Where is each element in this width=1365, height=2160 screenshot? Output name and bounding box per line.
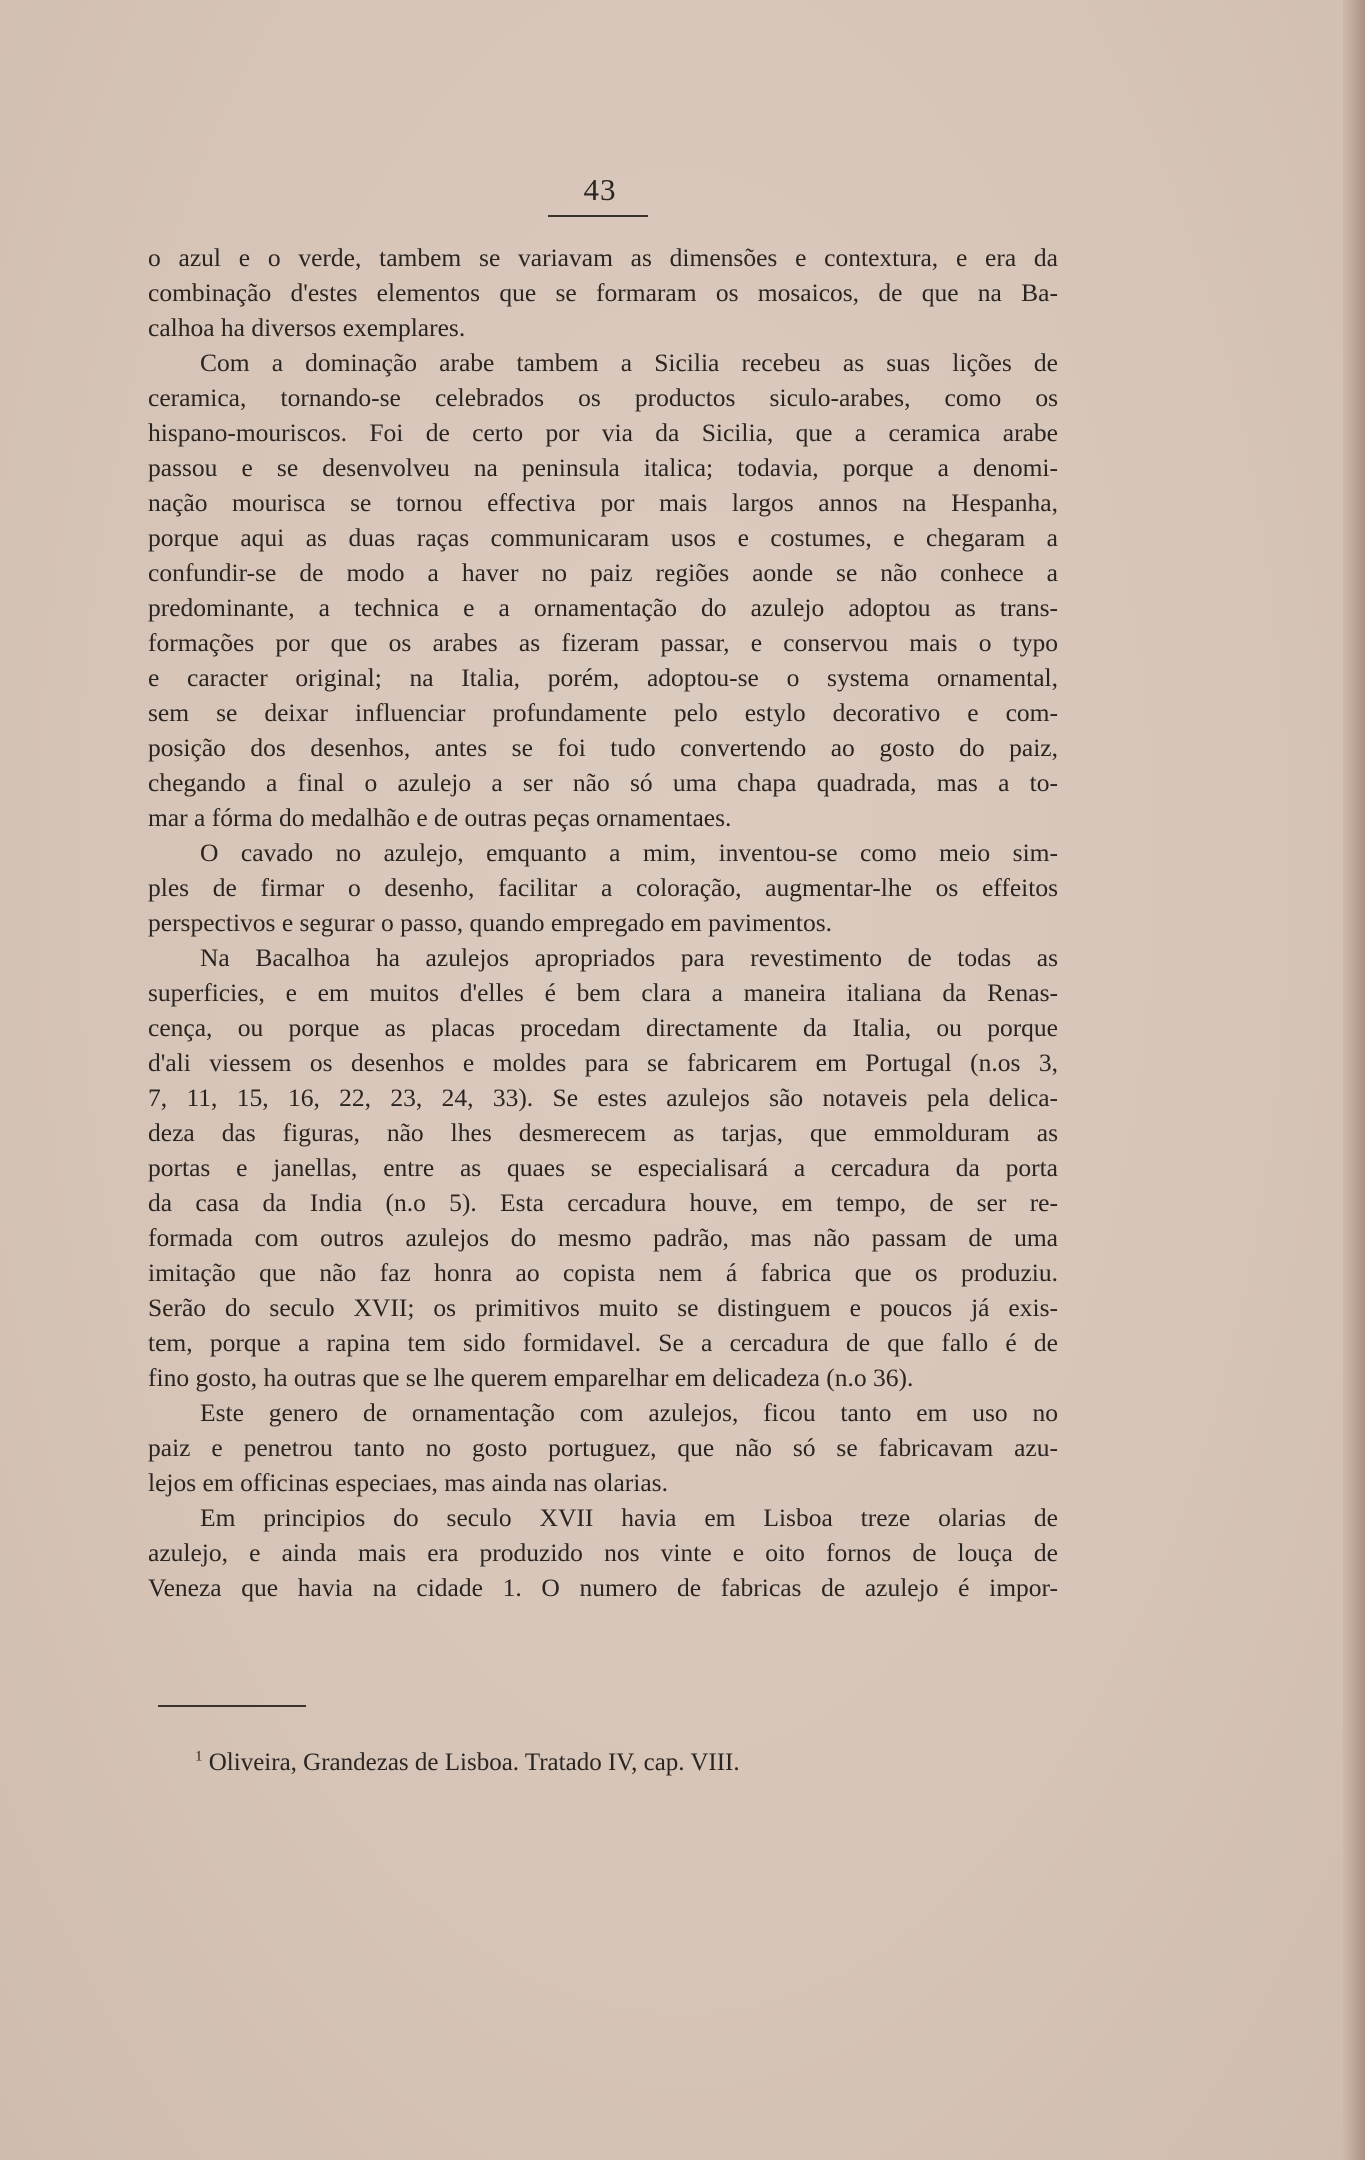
text-line: porque aqui as duas raças communicaram usos e costumes, e chegaram a: [148, 523, 1058, 552]
text-line: hispano-mouriscos. Foi de certo por via da Sicilia, que a ceramica arabe: [148, 418, 1058, 447]
text-line: formada com outros azulejos do mesmo padrão, mas não passam de uma: [148, 1223, 1058, 1252]
text-line: sem se deixar influenciar profundamente pelo estylo decorativo e com-: [148, 698, 1058, 727]
text-line: Veneza que havia na cidade 1. O numero de fabricas de azulejo é impor-: [148, 1573, 1058, 1602]
text-line: Com a dominação arabe tambem a Sicilia recebeu as suas lições de: [200, 348, 1058, 377]
text-line: passou e se desenvolveu na peninsula italica; todavia, porque a denomi-: [148, 453, 1058, 482]
page-number: 43: [583, 172, 617, 207]
text-line: calhoa ha diversos exemplares.: [148, 313, 466, 342]
text-line: cença, ou porque as placas procedam directamente da Italia, ou porque: [148, 1013, 1058, 1042]
body-text: [148, 240, 1058, 1605]
text-line: ples de firmar o desenho, facilitar a coloração, augmentar-lhe os effeitos: [148, 873, 1058, 902]
text-line: superficies, e em muitos d'elles é bem clara a maneira italiana da Renas-: [148, 978, 1058, 1007]
page-number-rule: [548, 215, 648, 217]
footnote: [195, 1748, 740, 1778]
text-line: nação mourisca se tornou effectiva por mais largos annos na Hespanha,: [148, 488, 1058, 517]
page-edge: [1343, 0, 1365, 2160]
text-line: ceramica, tornando-se celebrados os productos siculo-arabes, como os: [148, 383, 1058, 412]
text-line: formações por que os arabes as fizeram passar, e conservou mais o typo: [148, 628, 1058, 657]
text-line: posição dos desenhos, antes se foi tudo convertendo ao gosto do paiz,: [148, 733, 1058, 762]
text-line: da casa da India (n.o 5). Esta cercadura houve, em tempo, de ser re-: [148, 1188, 1058, 1217]
text-line: tem, porque a rapina tem sido formidavel. Se a cercadura de que fallo é de: [148, 1328, 1058, 1357]
text-line: combinação d'estes elementos que se formaram os mosaicos, de que na Ba-: [148, 278, 1058, 307]
text-line: mar a fórma do medalhão e de outras peças ornamentaes.: [148, 803, 732, 832]
text-line: predominante, a technica e a ornamentação do azulejo adoptou as trans-: [148, 593, 1058, 622]
text-line: imitação que não faz honra ao copista nem á fabrica que os produziu.: [148, 1258, 1058, 1287]
text-line: perspectivos e segurar o passo, quando empregado em pavimentos.: [148, 908, 833, 937]
text-line: Na Bacalhoa ha azulejos apropriados para revestimento de todas as: [200, 943, 1058, 972]
text-line: fino gosto, ha outras que se lhe querem emparelhar em delicadeza (n.o 36).: [148, 1363, 914, 1392]
footnote-rule: [158, 1705, 306, 1707]
text-line: Este genero de ornamentação com azulejos, ficou tanto em uso no: [200, 1398, 1058, 1427]
text-line: d'ali viessem os desenhos e moldes para se fabricarem em Portugal (n.os 3,: [148, 1048, 1058, 1077]
text-line: Em principios do seculo XVII havia em Lisboa treze olarias de: [200, 1503, 1058, 1532]
footnote-marker: 1: [195, 1748, 203, 1765]
text-line: portas e janellas, entre as quaes se especialisará a cercadura da porta: [148, 1153, 1058, 1182]
text-line: lejos em officinas especiaes, mas ainda nas olarias.: [148, 1468, 668, 1497]
footnote-text: Oliveira, Grandezas de Lisboa. Tratado IV, cap. VIII.: [208, 1749, 740, 1776]
text-line: O cavado no azulejo, emquanto a mim, inventou-se como meio sim-: [200, 838, 1058, 867]
text-line: chegando a final o azulejo a ser não só uma chapa quadrada, mas a to-: [148, 768, 1058, 797]
text-line: e caracter original; na Italia, porém, adoptou-se o systema ornamental,: [148, 663, 1058, 692]
text-line: Serão do seculo XVII; os primitivos muito se distinguem e poucos já exis-: [148, 1293, 1058, 1322]
text-line: o azul e o verde, tambem se variavam as dimensões e contextura, e era da: [148, 243, 1058, 272]
text-line: confundir-se de modo a haver no paiz regiões aonde se não conhece a: [148, 558, 1058, 587]
text-line: deza das figuras, não lhes desmerecem as tarjas, que emmolduram as: [148, 1118, 1058, 1147]
text-line: 7, 11, 15, 16, 22, 23, 24, 33). Se estes azulejos são notaveis pela delica-: [148, 1083, 1058, 1112]
text-line: paiz e penetrou tanto no gosto portuguez, que não só se fabricavam azu-: [148, 1433, 1058, 1462]
text-line: azulejo, e ainda mais era produzido nos vinte e oito fornos de louça de: [148, 1538, 1058, 1567]
